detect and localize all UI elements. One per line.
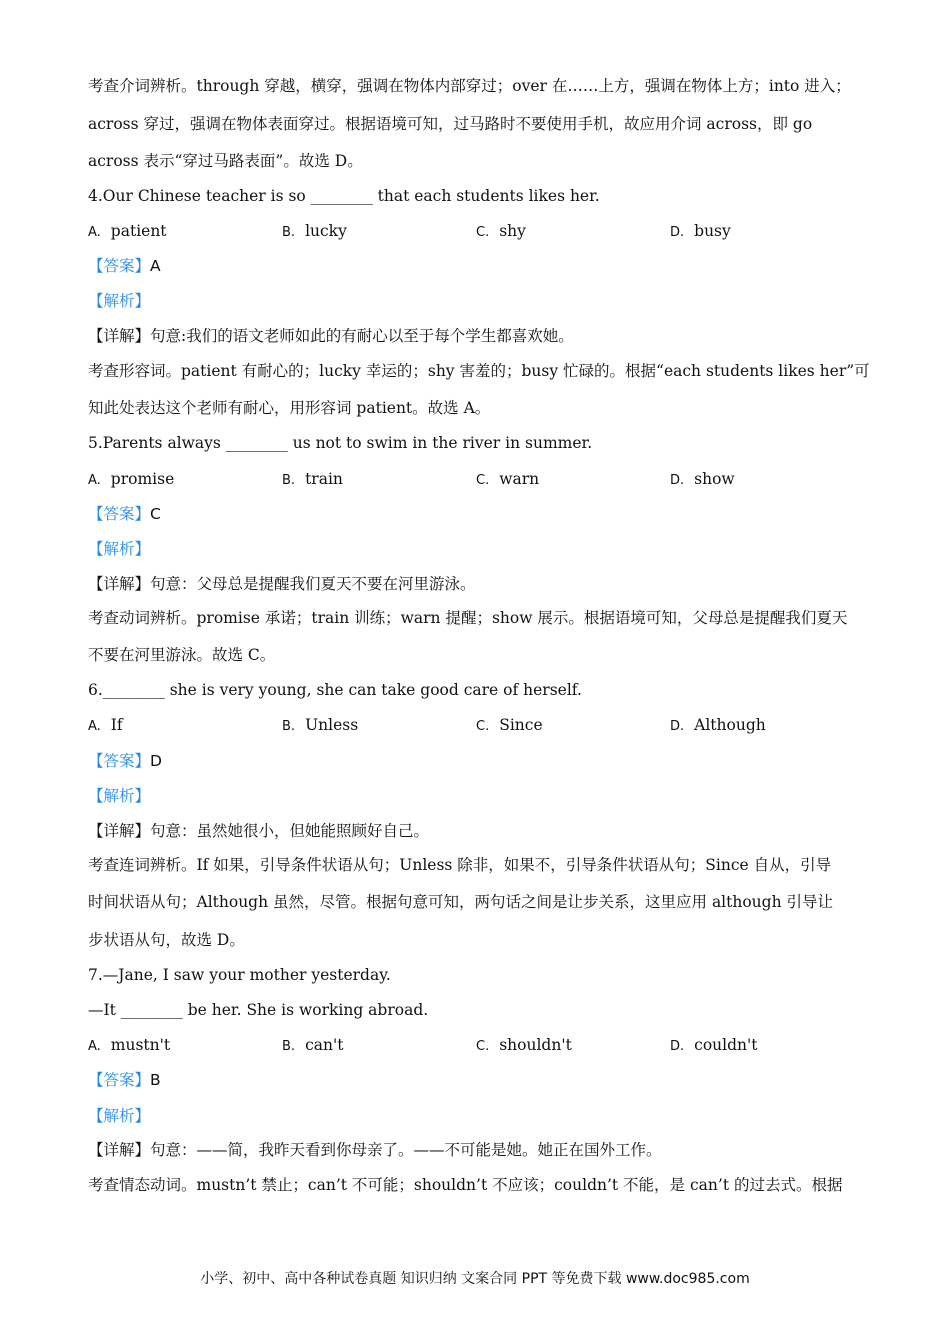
question-stem: 5.Parents always ________ us not to swim in the river in summer. xyxy=(88,434,593,452)
option-a: A. promise xyxy=(88,470,175,488)
explanation-line: 知此处表达这个老师有耐心，用形容词 patient。故选 A。 xyxy=(88,399,491,417)
detail-line: 【详解】句意：——简，我昨天看到你母亲了。——不可能是她。她正在国外工作。 xyxy=(88,1141,662,1159)
option-c: C. shouldn't xyxy=(476,1036,572,1054)
question-stem: 7.—Jane, I saw your mother yesterday. xyxy=(88,966,391,984)
explanation-line: 考查动词辨析。promise 承诺；train 训练；warn 提醒；show 展示。根据语境可知，父母总是提醒我们夏天 xyxy=(88,609,848,627)
option-c: C. Since xyxy=(476,716,543,734)
option-a: A. patient xyxy=(88,222,167,240)
answer-line: 【答案】B xyxy=(88,1071,161,1089)
option-b: B. lucky xyxy=(282,222,347,240)
analysis-label: 【解析】 xyxy=(88,292,151,310)
question-stem-2: —It ________ be her. She is working abroad. xyxy=(88,1001,429,1019)
explanation-line: 时间状语从句；Although 虽然，尽管。根据句意可知，两句话之间是让步关系，这里应用 although 引导让 xyxy=(88,893,833,911)
question-stem: 6.________ she is very young, she can take good care of herself. xyxy=(88,681,582,699)
option-d: D. show xyxy=(670,470,735,488)
option-a: A. mustn't xyxy=(88,1036,171,1054)
detail-line: 【详解】句意：父母总是提醒我们夏天不要在河里游泳。 xyxy=(88,575,476,593)
option-d: D. couldn't xyxy=(670,1036,758,1054)
answer-line: 【答案】A xyxy=(88,257,161,275)
explanation-line: 考查介词辨析。through 穿越，横穿，强调在物体内部穿过；over 在……上方，强调在物体上方；into 进入； xyxy=(88,77,851,95)
explanation-line: 步状语从句，故选 D。 xyxy=(88,931,245,949)
option-d: D. busy xyxy=(670,222,731,240)
explanation-line: across 表示“穿过马路表面”。故选 D。 xyxy=(88,152,363,170)
detail-line: 【详解】句意：虽然她很小，但她能照顾好自己。 xyxy=(88,822,430,840)
option-c: C. shy xyxy=(476,222,526,240)
explanation-line: across 穿过，强调在物体表面穿过。根据语境可知，过马路时不要使用手机，故应用介词 across，即 go xyxy=(88,115,813,133)
option-b: B. Unless xyxy=(282,716,359,734)
question-stem: 4.Our Chinese teacher is so ________ that each students likes her. xyxy=(88,187,600,205)
detail-line: 【详解】句意:我们的语文老师如此的有耐心以至于每个学生都喜欢她。 xyxy=(88,327,574,345)
option-d: D. Although xyxy=(670,716,766,734)
page-footer: 小学、初中、高中各种试卷真题 知识归纳 文案合同 PPT 等免费下载 www.doc985.com xyxy=(200,1271,750,1287)
option-b: B. train xyxy=(282,470,343,488)
option-b: B. can't xyxy=(282,1036,344,1054)
explanation-line: 考查情态动词。mustn’t 禁止；can’t 不可能；shouldn’t 不应该；couldn’t 不能，是 can’t 的过去式。根据 xyxy=(88,1176,843,1194)
analysis-label: 【解析】 xyxy=(88,1107,151,1125)
explanation-line: 不要在河里游泳。故选 C。 xyxy=(88,646,276,664)
analysis-label: 【解析】 xyxy=(88,787,151,805)
answer-line: 【答案】C xyxy=(88,505,161,523)
explanation-line: 考查连词辨析。If 如果，引导条件状语从句；Unless 除非，如果不，引导条件状语从句；Since 自从，引导 xyxy=(88,856,832,874)
answer-line: 【答案】D xyxy=(88,752,162,770)
option-c: C. warn xyxy=(476,470,540,488)
option-a: A. If xyxy=(88,716,123,734)
analysis-label: 【解析】 xyxy=(88,540,151,558)
explanation-line: 考查形容词。patient 有耐心的；lucky 幸运的；shy 害羞的；busy 忙碌的。根据“each students likes her”可 xyxy=(88,362,870,380)
